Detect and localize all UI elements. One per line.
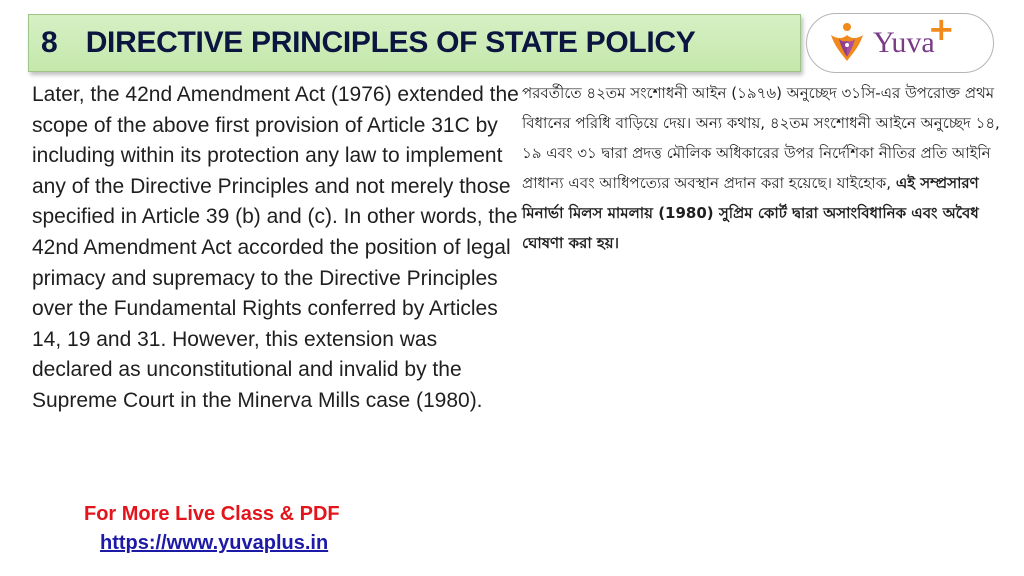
footer-call-to-action: For More Live Class & PDF [84, 503, 340, 525]
bangla-paragraph [522, 78, 1018, 258]
logo-plus-sign: + [927, 10, 955, 48]
bangla-text-normal: পরবর্তীতে ৪২তম সংশোধনী আইন (১৯৭৬) অনুচ্ছেদ ৩১সি-এর উপরোক্ত প্রথম বিধানের পরিধি বাড়িয়ে দেয়। অন্য কথায়, ৪২তম সংশোধনী আইনে অনুচ্ছেদ ১৪, ১৯ এবং ৩১ দ্বারা প্রদত্ত মৌলিক অধিকারের উপর নির্দেশিকা নীতির প্রতি আইনি প্রাধান্য এবং আধিপত্যের অবস্থান প্রদান করা হয়েছে। যাইহোক, [522, 84, 1000, 192]
slide-number: 8 [41, 26, 58, 59]
english-paragraph: Later, the 42nd Amendment Act (1976) extended the scope of the above first provision of Article 31C by including within its protection any law to implement any of the Directive Principles and not merely those specified in Article 39 (b) and (c). In other words, the 42nd Amendment Act accorded the position of legal primacy and supremacy to the Directive Principles over the Fundamental Rights conferred by Articles 14, 19 and 31. However, this extension was declared as unconstitutional and invalid by the Supreme Court in the Minerva Mills case (1980). [32, 83, 519, 412]
yuva-plus-logo [806, 10, 994, 73]
slide-title: DIRECTIVE PRINCIPLES OF STATE POLICY [85, 26, 696, 59]
slide-title-banner [28, 14, 801, 72]
pen-nib-logo-icon [825, 21, 869, 65]
bangla-text-bold: এই সম্প্রসারণ মিনার্ভা মিলস মামলায় (1980) সুপ্রিম কোর্ট দ্বারা অসাংবিধানিক এবং অবৈধ ঘোষণা করা হয়। [522, 174, 979, 252]
logo-wordmark [873, 10, 955, 60]
logo-word-text: Yuva [873, 26, 935, 59]
website-link[interactable]: https://www.yuvaplus.in [100, 532, 329, 554]
